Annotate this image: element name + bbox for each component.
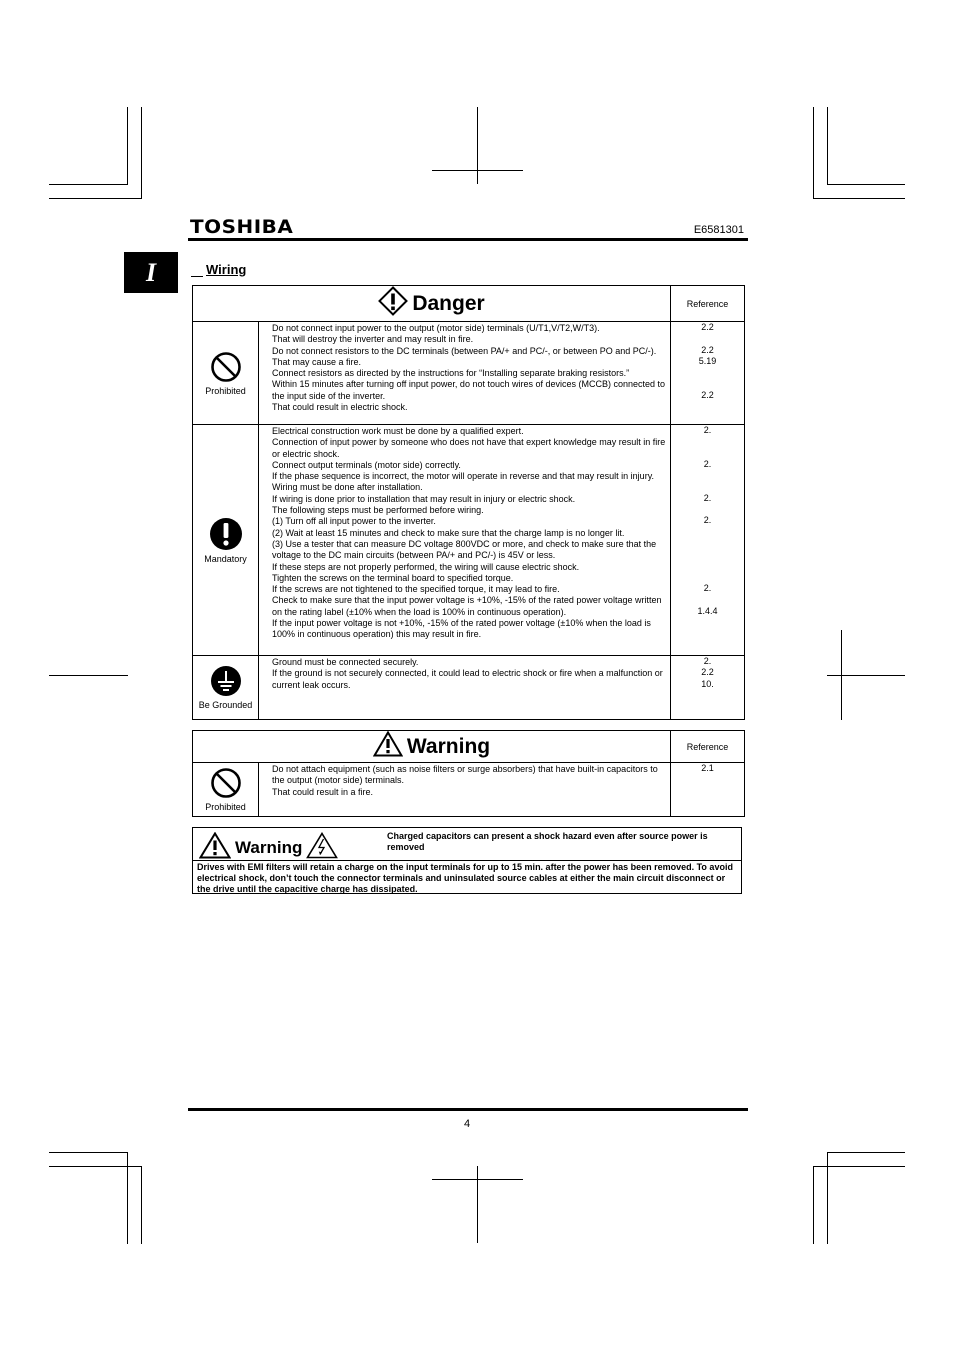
warning-text: (2) Wait at least 15 minutes and check to make sure that the charge lamp is no longer lit. xyxy=(272,527,625,538)
reference-value: 10. xyxy=(701,678,714,689)
warning-text: Within 15 minutes after turning off input power, do not touch wires of devices (MCCB) connected to the input side of the inverter. xyxy=(272,379,666,401)
warning-text: That may cause a fire. xyxy=(272,356,362,367)
document-id: E6581301 xyxy=(693,224,744,236)
reference-value: 2. xyxy=(703,515,712,526)
emi-warning-title: Warning xyxy=(235,838,303,857)
reference-value: 2.1 xyxy=(701,763,714,773)
warning-text: Do not connect input power to the output (motor side) terminals (U/T1,V/T2,W/T3). xyxy=(272,323,600,333)
icon-label: Prohibited xyxy=(205,802,246,812)
section-tick xyxy=(191,276,203,277)
warning-text: Tighten the screws on the terminal board to specified torque. xyxy=(272,572,514,583)
danger-title-cell xyxy=(193,286,671,322)
warning-text: The following steps must be performed before wiring. xyxy=(272,505,484,516)
warning-text: Do not attach equipment (such as noise filters or surge absorbers) that have built-in capacitors to the output (motor side) terminals. xyxy=(272,764,658,786)
prohibited-circle-icon xyxy=(193,351,258,383)
warning-text: Wiring must be done after installation. xyxy=(272,482,423,493)
warning-title: Warning xyxy=(406,734,491,758)
reference-value: 2.2 xyxy=(701,667,714,678)
warning-text: Check to make sure that the input power voltage is +10%, -15% of the rated power voltage written on the rating label (±10% when the load is 100% in continuous operation). xyxy=(272,595,662,617)
warning-title-cell xyxy=(193,731,671,763)
header-rule xyxy=(188,238,748,241)
electric-shock-triangle-icon xyxy=(306,832,338,864)
reference-value: 2.2 xyxy=(701,389,714,400)
warning-triangle-icon xyxy=(199,832,231,864)
warning-text: If wiring is done prior to installation that may result in injury or electric shock. xyxy=(272,493,576,504)
warning-text: That will destroy the inverter and may result in fire. xyxy=(272,334,474,345)
icon-label: Mandatory xyxy=(204,553,247,564)
warning-text: Ground must be connected securely. xyxy=(272,657,419,667)
emi-warning-body: Drives with EMI filters will retain a charge on the input terminals for up to 15 min. after the power has been removed. To avoid electrical shock, don’t touch the connector terminals and uninsulated source cables at either the main circuit disconnect or the drive until the capacitive charge has dissipated. xyxy=(197,862,733,894)
warning-text: If the ground is not securely connected, it could lead to electric shock or fire when a malfunction or current leak occurs. xyxy=(272,668,663,690)
warning-text: If these steps are not properly performed, the wiring will cause electric shock. xyxy=(272,561,580,572)
warning-text: (3) Use a tester that can measure DC voltage 800VDC or more, and check to make sure that the voltage to the DC main circuits (between PA/+ and PC/-) is 45V or less. xyxy=(272,538,657,561)
toshiba-logo: TOSHIBA xyxy=(190,216,294,238)
icon-label: Prohibited xyxy=(205,385,246,396)
warning-row-prohibited xyxy=(193,763,745,817)
warning-text: If the input power voltage is not +10%, -15% of the rated power voltage (±10% when the load is 100% in continuous operation) this may result in fire. xyxy=(272,618,651,640)
reference-value: 2. xyxy=(703,458,712,469)
warning-text: That could result in a fire. xyxy=(272,786,374,797)
reference-value: 2. xyxy=(703,492,712,503)
danger-row-grounded xyxy=(193,656,745,720)
prohibited-circle-icon xyxy=(193,767,258,799)
warning-text: Do not connect resistors to the DC terminals (between PA/+ and PC/-, or between PO and PC/-). xyxy=(272,345,657,356)
chapter-marker: I xyxy=(124,252,178,293)
warning-text: If the phase sequence is incorrect, the motor will operate in reverse and that may result in injury. xyxy=(272,471,655,482)
reference-value: 2. xyxy=(703,425,712,435)
section-title: Wiring xyxy=(206,262,247,277)
warning-text: Electrical construction work must be done by a qualified expert. xyxy=(272,426,524,436)
reference-value: 5.19 xyxy=(698,355,717,366)
reference-value: 1.4.4 xyxy=(697,605,718,616)
icon-label: Be Grounded xyxy=(198,700,253,710)
emi-warning-box xyxy=(192,827,742,894)
danger-row-mandatory xyxy=(193,425,745,656)
warning-text: Connect output terminals (motor side) correctly. xyxy=(272,459,461,470)
reference-value: 2. xyxy=(703,583,712,594)
danger-diamond-icon xyxy=(378,286,408,321)
warning-text: (1) Turn off all input power to the inverter. xyxy=(272,516,436,527)
page-number: 4 xyxy=(463,1118,471,1130)
footer-rule xyxy=(188,1108,748,1111)
warning-text: If the screws are not tightened to the specified torque, it may lead to fire. xyxy=(272,584,560,595)
warning-text: That could result in electric shock. xyxy=(272,402,408,413)
danger-table xyxy=(192,285,745,720)
emi-warning-note: Charged capacitors can present a shock hazard even after source power is removed xyxy=(387,831,708,852)
danger-title: Danger xyxy=(412,291,485,315)
warning-reference-header: Reference xyxy=(671,731,745,763)
danger-reference-header: Reference xyxy=(671,286,745,322)
warning-triangle-icon xyxy=(373,731,403,762)
warning-text: Connect resistors as directed by the instructions for “Installing separate braking resistors.” xyxy=(272,368,630,379)
ground-symbol-icon xyxy=(193,665,258,697)
reference-value: 2. xyxy=(703,656,712,666)
reference-value: 2.2 xyxy=(701,344,714,355)
reference-value: 2.2 xyxy=(701,322,714,332)
warning-table xyxy=(192,730,745,817)
warning-text: Connection of input power by someone who does not have that expert knowledge may result in fire or electric shock. xyxy=(272,437,666,459)
danger-row-prohibited xyxy=(193,322,745,425)
mandatory-exclamation-icon xyxy=(193,517,258,551)
